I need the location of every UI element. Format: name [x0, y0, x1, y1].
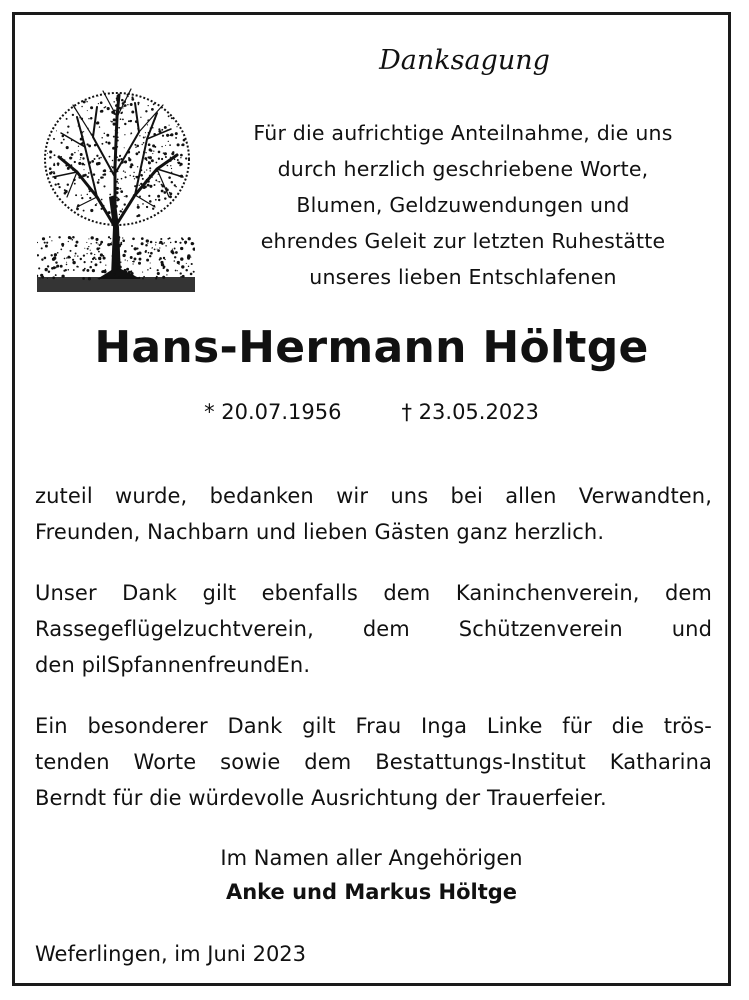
intro-line: durch herzlich geschriebene Worte,	[277, 157, 649, 181]
paragraph-line: Freunden, Nachbarn und lieben Gästen ganz herzlich.	[35, 520, 605, 544]
birth-date: * 20.07.1956	[204, 400, 342, 424]
intro-text	[203, 115, 723, 295]
paragraph-line: Rassegeflügelzuchtverein, dem Schützenverein und	[35, 617, 712, 641]
thanks-paragraph-1	[35, 478, 712, 550]
closing-block	[15, 841, 728, 909]
regards-line: Im Namen aller Angehörigen	[220, 846, 523, 870]
paragraph-line: Unser Dank gilt ebenfalls dem Kaninchenverein, dem	[35, 581, 712, 605]
place-and-date: Weferlingen, im Juni 2023	[35, 942, 307, 966]
intro-line: Für die aufrichtige Anteilnahme, die uns	[253, 121, 673, 145]
life-dates	[15, 398, 728, 426]
intro-line: Blumen, Geldzuwendungen und	[296, 193, 630, 217]
death-date: † 23.05.2023	[401, 400, 539, 424]
paragraph-line: Ein besonderer Dank gilt Frau Inga Linke für die trös-	[35, 714, 712, 738]
paragraph-line: Berndt für die würdevolle Ausrichtung der Trauerfeier.	[35, 786, 607, 810]
deceased-name: Hans-Hermann Höltge	[94, 322, 649, 373]
thanks-paragraph-3	[35, 708, 712, 816]
tree-icon	[37, 77, 195, 292]
signers-line: Anke und Markus Höltge	[225, 880, 518, 904]
obituary-notice	[12, 12, 731, 986]
paragraph-line: den pilSpfannenfreundEn.	[35, 653, 311, 677]
notice-heading: Danksagung	[379, 45, 550, 76]
paragraph-line: tenden Worte sowie dem Bestattungs-Institut Katharina	[35, 750, 712, 774]
paragraph-line: zuteil wurde, bedanken wir uns bei allen Verwandten,	[35, 484, 712, 508]
thanks-paragraph-2	[35, 575, 712, 683]
intro-line: ehrendes Geleit zur letzten Ruhestätte	[260, 229, 666, 253]
intro-line: unseres lieben Entschlafenen	[309, 265, 617, 289]
